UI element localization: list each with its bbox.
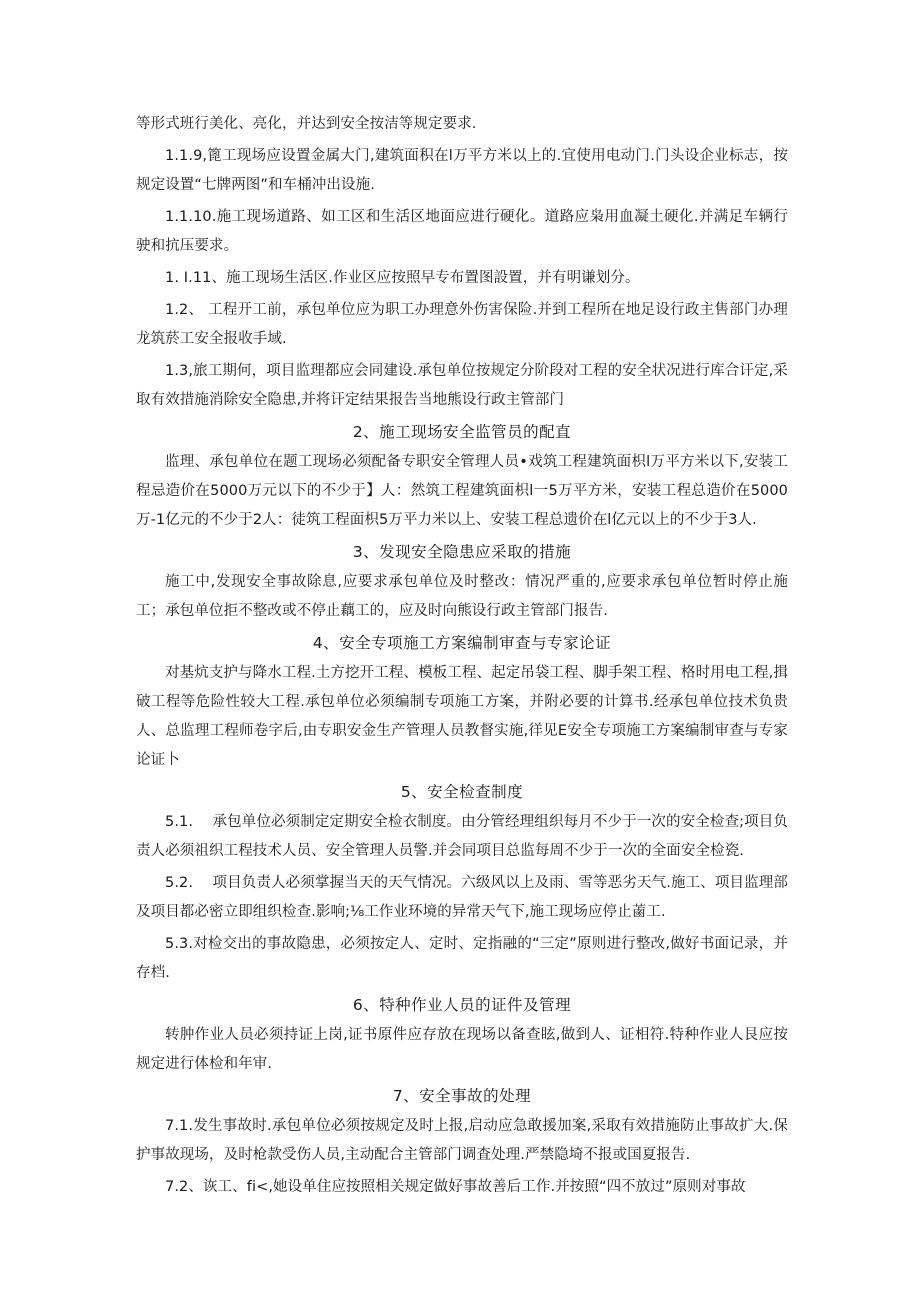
section-heading-5: 5、安全检查制度: [400, 783, 524, 801]
section-heading-3: 3、发现安全隐患应采取的措施: [352, 543, 572, 561]
paragraph-section-6: 转肿作业人员必须持证上岗,证书原件应存放在现场以备查眩,做到人、证相符.特种作业人艮应按规定进行体检和年审.: [136, 1027, 788, 1072]
paragraph-section-4: 对基炕支护与降水工程.土方挖开工程、模板工程、起定吊袋工程、脚手架工程、格时用电工程,揖破工程等危险性较大工程.承包单位必须编制专项施工方案，并附必要的计算书.经承包单位技术负贵人、总监理工程师卷字后,由专职安金生产管理人员教督实施,徉见E安全专项施工方案编制审查与专家论证卜: [136, 665, 788, 768]
paragraph-5-3: 5.3.对检交出的事故隐患，必须按定人、定时、定指融的“三定”原则进行整改,做好书面记录，并存档.: [136, 936, 788, 981]
paragraph-7-1: 7.1.发生事故时.承包单位必须按规定及时上报,启动应急敢援加案,采取有效措施防止事故扩大.保护事故现场，及时枪款受伤人员,主动配合主管部门调査处理.严禁隐埼不报或国夏报告.: [136, 1118, 788, 1163]
section-heading-6: 6、特种作业人员的证件及管理: [352, 996, 572, 1014]
paragraph-1-1-10: 1.1.10.施工现场道路、如工区和生活区地面应进行硬化。道路应枭用血凝土硬化.并满足车辆行驶和抗压要求。: [136, 209, 788, 254]
paragraph-1-2: 1.2、 工程开工前，承包单位应为职工办理意外伤害保险.并到工程所在地足设行政主售部门办理龙筑菸工安全报收手域.: [136, 302, 788, 347]
section-heading-2: 2、施工现场安全监管员的配直: [352, 423, 572, 441]
paragraph-7-2: 7.2、诙工、fi<,她设单住应按照相关规定做好事故善后工作.并按照“四不放过”原则对事故: [165, 1179, 746, 1195]
section-heading-4: 4、安全专项施工方案编制审查与专家论证: [312, 634, 612, 652]
paragraph-section-2: 监理、承包单位在题工现场必须配备专职安全管理人员•戏筑工程建筑面枳l万平方米以下,安装工程忌造价在5000万元以下的不少于】人：然筑工程建筑面枳l一5万平方米，安装工程总造价在5000万-1亿元的不少于2人：徒筑工程面枳5万平力米以上、安装工程总遗价在l亿元以上的不少于3人.: [136, 454, 788, 528]
paragraph-1-1-11: 1. I.11、施工现场生活区.作业区应按照早专布置图設置，并有明谦划分。: [165, 270, 640, 286]
paragraph-1-1-9: 1.1.9,篦工现场应设置金属大门,建筑面积在l万平方米以上的.宜使用电动门.门头设企业标志，按规定设置“七牌两图”和车桶冲出设施.: [136, 148, 788, 193]
paragraph-1-1-8-continued: 等形式班行美化、亮化，并达到安全按洁等规定要求.: [136, 116, 477, 132]
paragraph-5-1: 5.1. 承包单位必须制定定期安全检衣制度。由分管经理组织每月不少于一次的安全检查;项目负责人必须祖织工程技术人员、安全管理人员警.并会同项目总监每周不少于一次的全面安全检瓷.: [136, 814, 788, 859]
paragraph-1-3: 1.3,旅工期何，项目监理都应会同建设.承包单位按规定分阶段对工程的安全状况进行库合讦定,采取有效措施消除安全隐患,并将讦定结果报告当地熊设行政主管部门: [136, 363, 788, 408]
document-body: [136, 110, 788, 1205]
paragraph-section-3: 施工中,发现安全事故除息,应要求承包单位及时整改：情况严重的,应要求承包单位暂时停止施工；承包单位拒不整改或不停止藕工的，应及时向熊设行政主管部门报告.: [136, 574, 788, 619]
paragraph-5-2: 5.2. 项目负责人必须掌握当天的天气情况。六级风以上及雨、雪等恶劣天气.施工、项目监理部及项目都必密立即组织检查.影响;⅛工作业环境的异常天气下,施工现场应停止蓾工.: [136, 875, 788, 920]
section-heading-7: 7、安全事故的处理: [392, 1087, 532, 1105]
